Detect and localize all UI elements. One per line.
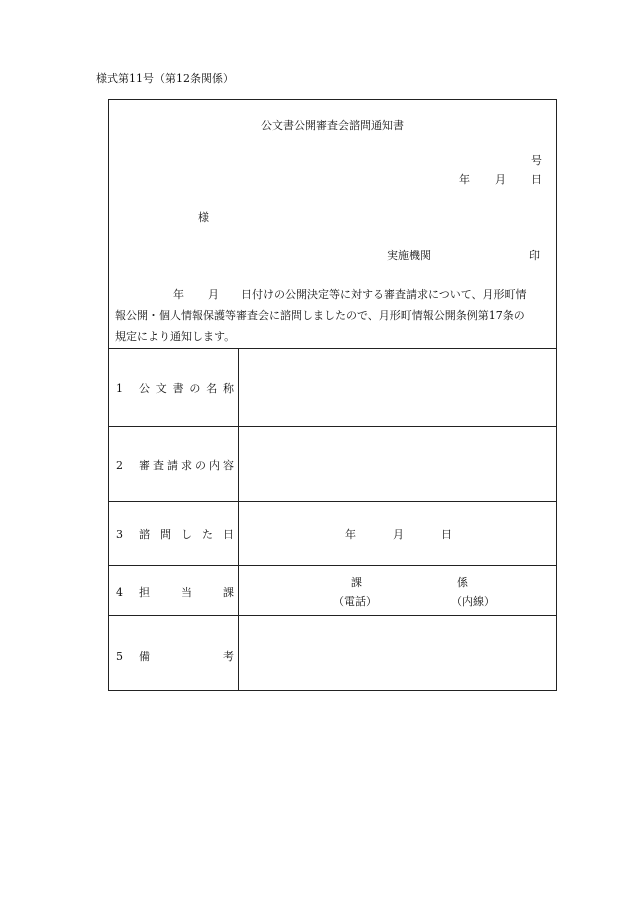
divider <box>109 615 556 616</box>
form-id: 様式第11号（第12条関係） <box>96 72 234 85</box>
header-day: 日 <box>531 173 542 186</box>
body-month: 月 <box>208 288 219 301</box>
divider <box>109 426 556 427</box>
page-title: 公文書公開審査会諮問通知書 <box>261 119 404 132</box>
row-document-name <box>116 380 234 396</box>
row-number: 3 <box>116 527 123 541</box>
row-label: 諮 問 し た 日 <box>139 528 234 541</box>
row-consult-date <box>116 526 234 542</box>
row-label: 公 文 書 の 名 称 <box>139 382 234 395</box>
issuer-label: 実施機関 <box>387 249 431 262</box>
row-number: 4 <box>116 585 123 599</box>
notice-body <box>115 284 550 347</box>
number-suffix: 号 <box>531 154 542 167</box>
row-request-content <box>116 457 234 473</box>
department-subsection: 係 <box>457 576 468 589</box>
consult-day: 日 <box>441 528 452 541</box>
header-month: 月 <box>495 173 506 186</box>
consult-month: 月 <box>393 528 404 541</box>
body-line-1: 年 月 日付けの公開決定等に対する審査請求について、月形町情 <box>173 288 527 301</box>
column-divider <box>238 348 239 690</box>
row-label: 備 考 <box>139 650 234 663</box>
row-label: 審 査 請 求 の 内 容 <box>139 459 234 472</box>
row-number: 1 <box>116 381 123 395</box>
seal-mark: 印 <box>529 249 540 262</box>
row-department <box>116 584 234 600</box>
consult-year: 年 <box>345 528 356 541</box>
row-number: 2 <box>116 458 123 472</box>
body-year: 年 <box>173 288 184 301</box>
row-label: 担 当 課 <box>139 586 234 599</box>
divider <box>109 501 556 502</box>
notice-form <box>108 99 557 691</box>
header-year: 年 <box>459 173 470 186</box>
department-section: 課 <box>351 576 362 589</box>
divider <box>109 348 556 349</box>
addressee-suffix: 様 <box>198 211 209 224</box>
department-extension: （内線） <box>451 595 495 608</box>
row-number: 5 <box>116 649 123 663</box>
body-line-2: 報公開・個人情報保護等審査会に諮問しましたので、月形町情報公開条例第17条の <box>115 309 525 322</box>
row-remarks <box>116 648 234 664</box>
divider <box>109 565 556 566</box>
body-line-3: 規定により通知します。 <box>115 330 236 343</box>
department-phone: （電話） <box>333 595 377 608</box>
